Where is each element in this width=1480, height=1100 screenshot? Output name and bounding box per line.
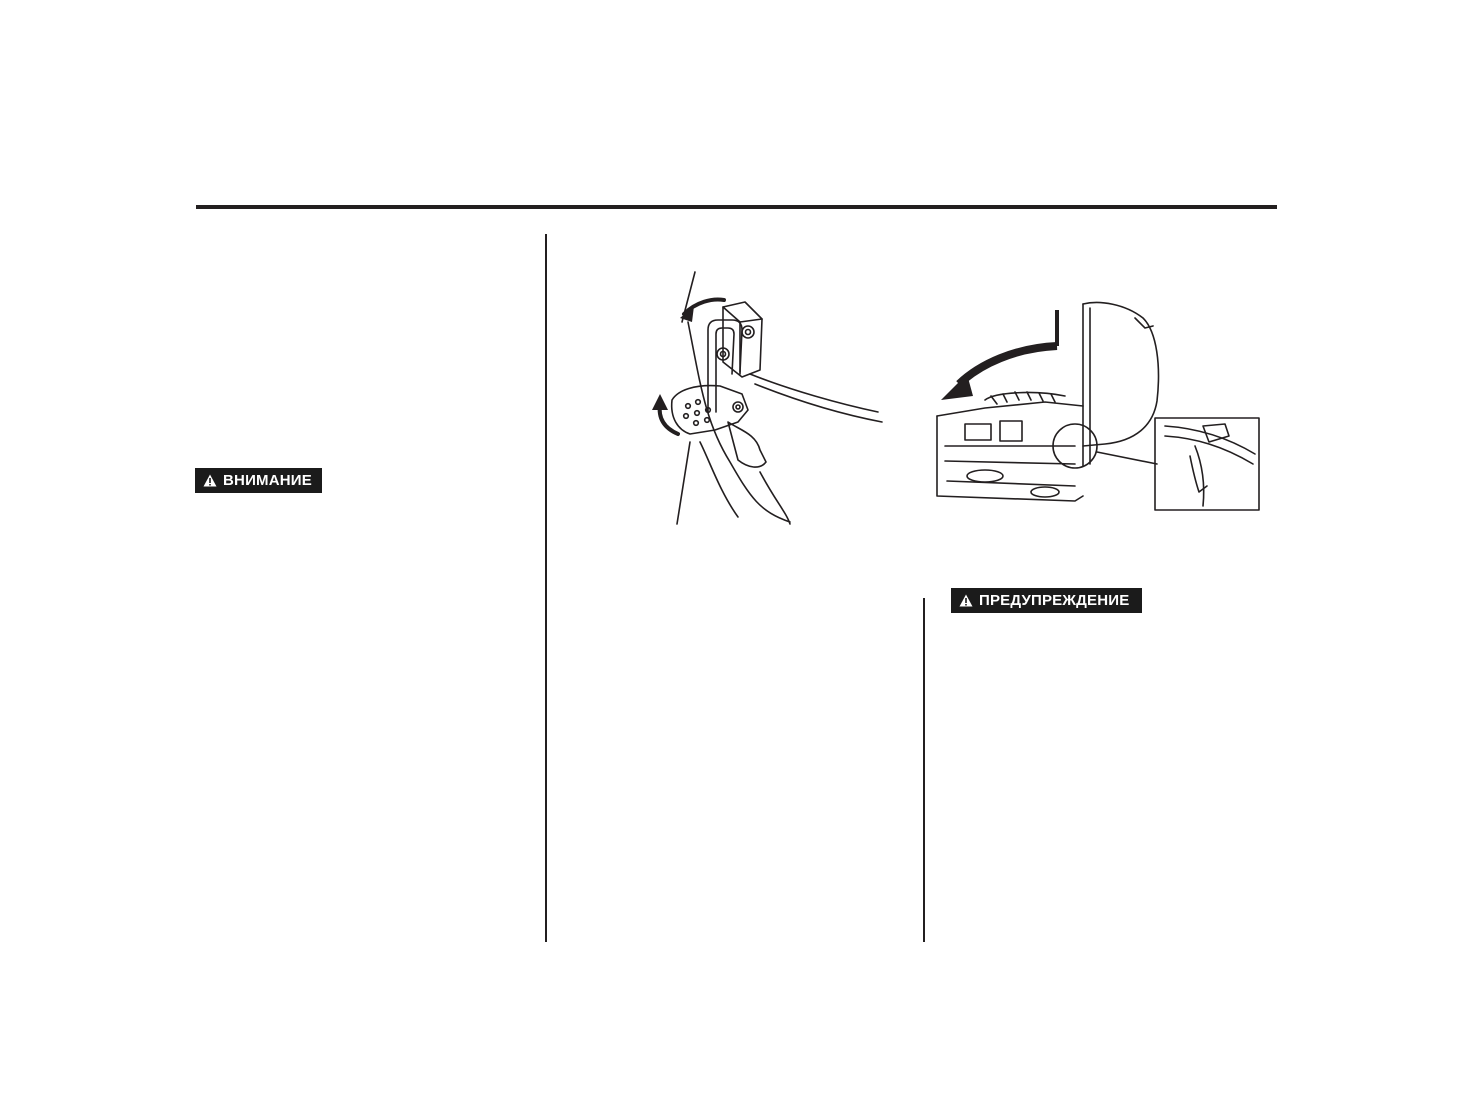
- column-divider-left: [545, 234, 547, 942]
- warning-triangle-icon: [203, 474, 217, 487]
- warning-triangle-icon: [959, 594, 973, 607]
- caution-label: ВНИМАНИЕ: [223, 472, 312, 489]
- helmet-hook-illustration: [620, 262, 890, 537]
- column-divider-right: [923, 598, 925, 942]
- header-rule: [196, 205, 1277, 209]
- warning-label: ПРЕДУПРЕЖДЕНИЕ: [979, 592, 1130, 609]
- warning-badge: [951, 588, 1142, 613]
- seat-lid-illustration: [925, 296, 1270, 516]
- caution-badge: [195, 468, 322, 493]
